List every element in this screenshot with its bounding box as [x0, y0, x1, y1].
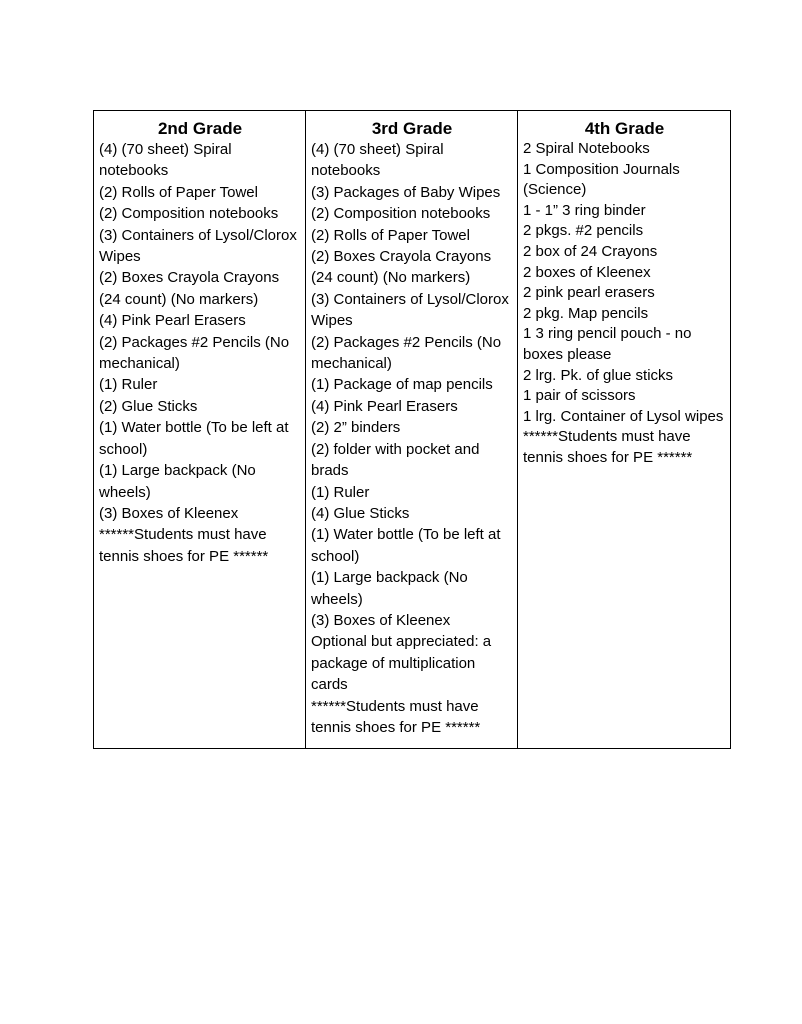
list-item: (3) Containers of Lysol/Clorox Wipes [99, 226, 297, 266]
list-item: (2) Packages #2 Pencils (No mechanical) [311, 333, 502, 373]
list-item: (1) Ruler [311, 483, 370, 501]
grade-4-title: 4th Grade [584, 119, 665, 138]
list-item: (2) Rolls of Paper Towel [311, 226, 470, 244]
list-item: (3) Boxes of Kleenex [311, 611, 451, 629]
list-item: (2) Boxes Crayola Crayons (24 count) (No markers) [99, 269, 280, 308]
pe-shoes-note: ******Students must have tennis shoes for PE ****** [311, 697, 481, 736]
list-item: 1 pair of scissors [523, 387, 636, 405]
grade-2-items [99, 139, 301, 567]
list-item: 1 3 ring pencil pouch - no boxes please [523, 325, 692, 363]
list-item: 1 - 1” 3 ring binder [523, 201, 646, 219]
list-item: (2) Rolls of Paper Towel [99, 183, 258, 201]
list-item: 2 pkgs. #2 pencils [523, 222, 644, 240]
list-item: 1 Composition Journals (Science) [523, 160, 680, 199]
list-item: (4) Pink Pearl Erasers [99, 312, 246, 330]
list-item: (2) Boxes Crayola Crayons (24 count) (No markers) [311, 248, 492, 287]
grade-4-column [518, 111, 731, 749]
list-item: (2) 2” binders [311, 419, 401, 437]
list-item: (4) Pink Pearl Erasers [311, 397, 458, 415]
list-item: (3) Containers of Lysol/Clorox Wipes [311, 290, 509, 330]
list-item: (4) (70 sheet) Spiral notebooks [311, 141, 444, 180]
supply-list-table [93, 110, 731, 749]
list-item: 2 box of 24 Crayons [523, 242, 658, 260]
list-item: (1) Ruler [99, 376, 158, 394]
list-item: (3) Boxes of Kleenex [99, 504, 239, 522]
list-item: 2 pkg. Map pencils [523, 304, 649, 322]
list-item: (2) Packages #2 Pencils (No mechanical) [99, 333, 290, 373]
list-item: (2) Composition notebooks [311, 205, 491, 223]
list-item: (3) Packages of Baby Wipes [311, 183, 501, 201]
optional-note: Optional but appreciated: a package of multiplication cards [311, 633, 492, 694]
list-item: 2 boxes of Kleenex [523, 263, 651, 281]
grade-4-items [523, 139, 726, 469]
list-item: 2 lrg. Pk. of glue sticks [523, 366, 674, 384]
list-item: (1) Water bottle (To be left at school) [311, 526, 501, 565]
list-item: (2) Composition notebooks [99, 205, 279, 223]
grade-2-column [94, 111, 306, 749]
list-item: (2) Glue Sticks [99, 397, 198, 415]
list-item: 1 lrg. Container of Lysol wipes [523, 407, 724, 425]
pe-shoes-note: ******Students must have tennis shoes for PE ****** [99, 526, 269, 565]
list-item: (1) Water bottle (To be left at school) [99, 419, 289, 458]
table-row [94, 111, 731, 749]
list-item: (1) Large backpack (No wheels) [99, 462, 256, 501]
grade-2-title: 2nd Grade [157, 119, 243, 138]
list-item: (4) Glue Sticks [311, 504, 410, 522]
list-item: 2 pink pearl erasers [523, 284, 655, 302]
grade-3-title: 3rd Grade [371, 119, 453, 138]
list-item: (4) (70 sheet) Spiral notebooks [99, 141, 232, 180]
list-item: (1) Large backpack (No wheels) [311, 569, 468, 608]
grade-3-items [311, 139, 513, 738]
list-item: 2 Spiral Notebooks [523, 140, 650, 157]
list-item: (2) folder with pocket and brads [311, 440, 480, 480]
pe-shoes-note: ******Students must have tennis shoes for PE ****** [523, 428, 693, 466]
list-item: (1) Package of map pencils [311, 376, 493, 394]
grade-3-column [306, 111, 518, 749]
